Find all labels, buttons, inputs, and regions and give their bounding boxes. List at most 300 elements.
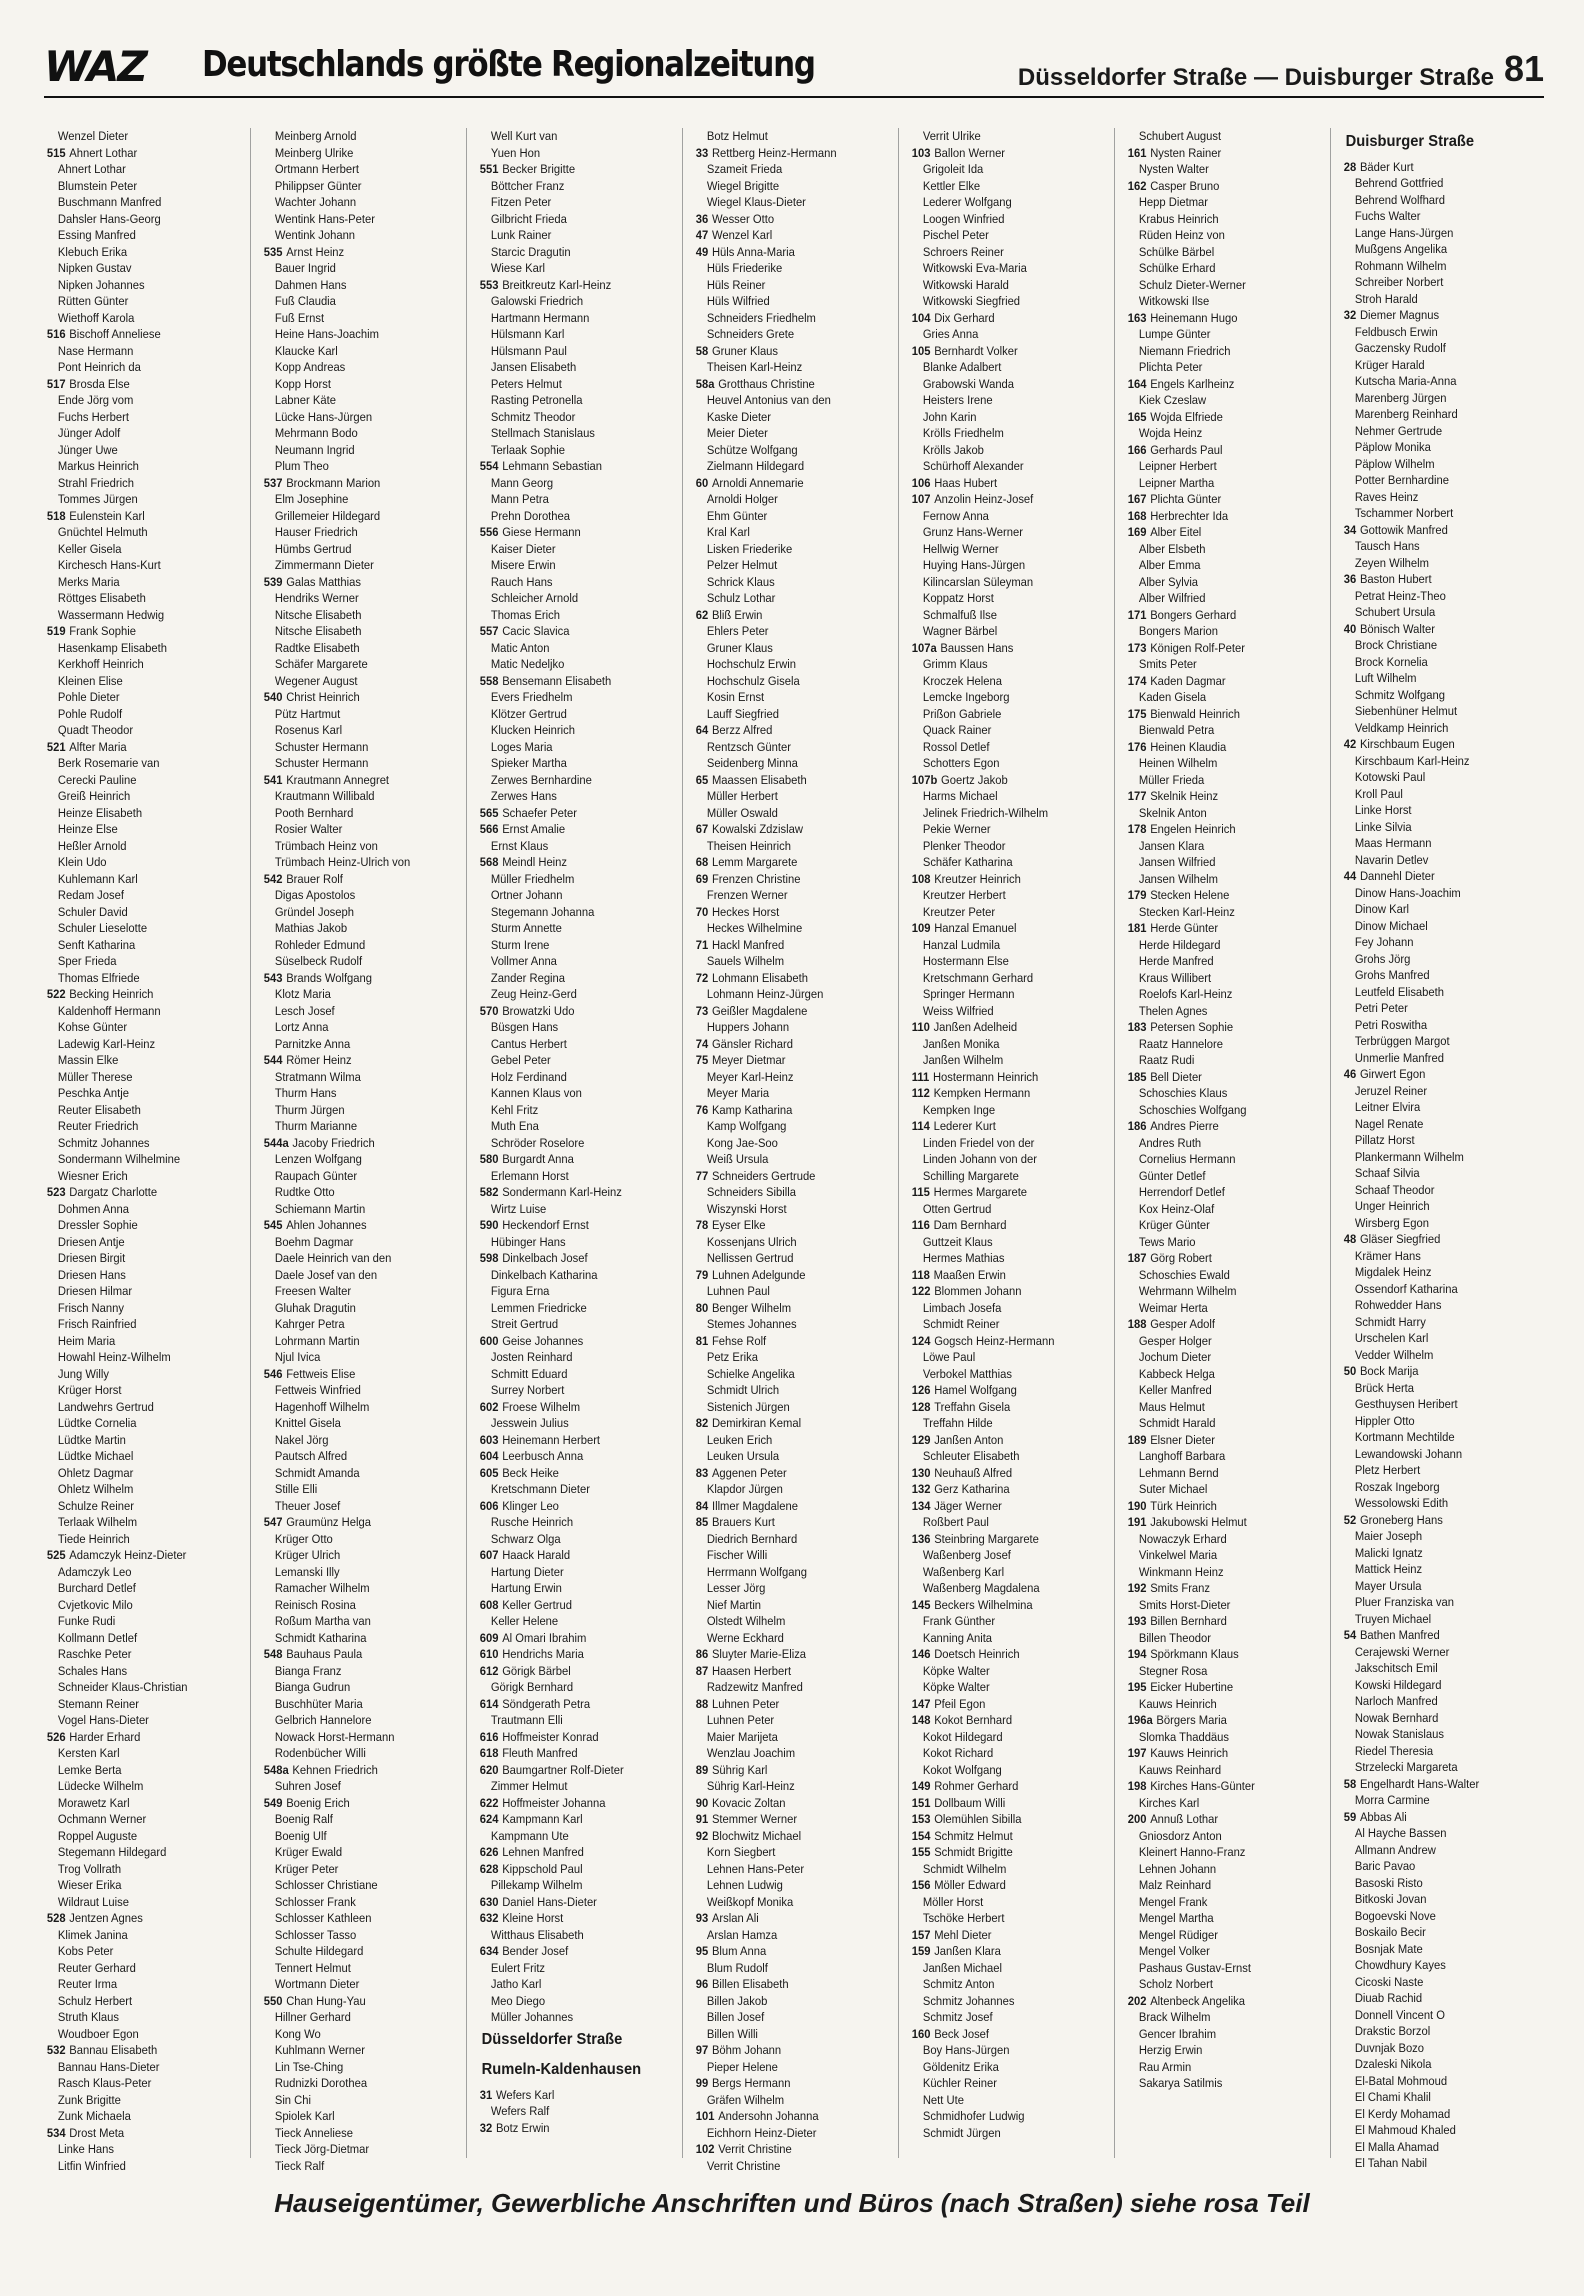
directory-entry <box>264 1861 449 1878</box>
resident-name: Kroll Paul <box>1354 786 1403 801</box>
directory-entry <box>47 2075 233 2092</box>
directory-entry <box>264 1927 449 1944</box>
directory-entry <box>1344 621 1529 638</box>
directory-entry <box>480 1349 665 1366</box>
resident-name: Nowak Bernhard <box>1354 1710 1439 1725</box>
directory-entry <box>1128 689 1313 706</box>
resident-name: Tennert Helmut <box>274 1960 351 1975</box>
resident-name: Schlosser Tasso <box>274 1927 357 1942</box>
directory-entry <box>696 1597 881 1614</box>
resident-name: Schürhoff Alexander <box>922 459 1024 473</box>
resident-name: Zerwes Bernhardine <box>490 772 592 787</box>
resident-name: Grillemeier Hildegard <box>274 508 381 523</box>
house-number: 179 <box>1127 888 1147 902</box>
resident-name: Kaden Dagmar <box>1150 673 1226 688</box>
directory-entry <box>912 1283 1097 1300</box>
directory-entry <box>480 541 665 558</box>
resident-name: Trog Vollrath <box>57 1861 122 1876</box>
directory-entry <box>264 1729 449 1746</box>
directory-entry <box>1128 1019 1313 1036</box>
house-number: 102 <box>695 2142 715 2156</box>
resident-name: Pooth Bernhard <box>274 805 354 820</box>
directory-entry <box>1344 670 1529 687</box>
resident-name: Buschmann Manfred <box>57 195 162 209</box>
resident-name: Schubert Ursula <box>1354 605 1436 619</box>
resident-name: Kortmann Mechtilde <box>1354 1430 1455 1444</box>
resident-name: Frank Sophie <box>69 624 136 638</box>
house-number: 128 <box>911 1399 931 1414</box>
resident-name: Nowack Horst-Hermann <box>274 1729 395 1744</box>
directory-entry <box>1128 2059 1313 2076</box>
directory-entry <box>1344 555 1529 572</box>
directory-entry <box>264 1679 449 1696</box>
resident-name: Schütze Wolfgang <box>706 442 798 457</box>
resident-name: Elsner Dieter <box>1150 1432 1216 1447</box>
directory-entry <box>912 1960 1097 1977</box>
directory-entry <box>480 293 665 310</box>
resident-name: Wesser Otto <box>711 211 775 226</box>
resident-name: Sührig Karl-Heinz <box>706 1779 795 1793</box>
directory-entry <box>264 1399 449 1416</box>
resident-name: Petrat Heinz-Theo <box>1354 588 1446 603</box>
resident-name: Nipken Johannes <box>57 277 145 292</box>
resident-name: Bannau Elisabeth <box>69 2043 158 2057</box>
resident-name: Rasting Petronella <box>490 393 583 407</box>
house-number: 523 <box>46 1185 66 1199</box>
directory-entry <box>1128 1795 1313 1812</box>
house-number: 196a <box>1127 1713 1153 1727</box>
resident-name: Böttcher Franz <box>490 178 565 193</box>
directory-entry <box>912 1580 1097 1597</box>
resident-name: Nief Martin <box>706 1597 762 1612</box>
resident-name: Kampmann Karl <box>502 1812 583 1826</box>
resident-name: Schielke Angelika <box>706 1366 795 1381</box>
directory-entry <box>696 1399 881 1416</box>
resident-name: Keller Gisela <box>57 541 122 556</box>
directory-entry <box>912 920 1097 937</box>
directory-entry <box>912 2026 1097 2043</box>
resident-name: Rosenus Karl <box>274 723 343 737</box>
resident-name: Daele Josef van den <box>274 1267 378 1282</box>
directory-entry <box>1344 1759 1529 1776</box>
directory-entry <box>1128 260 1313 277</box>
directory-entry <box>696 145 881 162</box>
directory-entry <box>1344 2007 1529 2024</box>
resident-name: Annuß Lothar <box>1150 1812 1219 1826</box>
directory-entry <box>264 1432 449 1449</box>
directory-entry <box>696 722 881 739</box>
resident-name: Morra Carmine <box>1354 1793 1430 1807</box>
resident-name: Bianga Franz <box>274 1663 342 1678</box>
directory-entry <box>1344 967 1529 984</box>
directory-entry <box>1344 538 1529 555</box>
resident-name: Bienwald Heinrich <box>1150 706 1240 721</box>
directory-entry <box>912 409 1097 426</box>
house-number: 107a <box>911 640 937 655</box>
resident-name: Kohse Günter <box>57 1020 128 1034</box>
directory-entry <box>1344 1512 1529 1529</box>
directory-entry <box>696 211 881 228</box>
directory-entry <box>1344 1396 1529 1413</box>
directory-entry <box>47 1646 233 1663</box>
resident-name: Kretschmann Gerhard <box>922 970 1034 985</box>
directory-entry <box>1128 623 1313 640</box>
directory-entry <box>696 1828 881 1845</box>
directory-entry <box>1344 885 1529 902</box>
directory-entry <box>47 326 233 343</box>
directory-entry <box>696 937 881 954</box>
directory-entry <box>1128 1151 1313 1168</box>
resident-name: Gesthuysen Heribert <box>1354 1397 1458 1411</box>
directory-entry <box>1344 951 1529 968</box>
directory-entry <box>912 1382 1097 1399</box>
house-number: 528 <box>46 1911 66 1925</box>
house-number: 166 <box>1127 442 1147 457</box>
resident-name: Süselbeck Rudolf <box>274 954 363 968</box>
directory-entry <box>1344 175 1529 192</box>
resident-name: Schuler Lieselotte <box>57 921 148 935</box>
directory-entry <box>264 1085 449 1102</box>
resident-name: Fettweis Winfried <box>274 1383 361 1397</box>
resident-name: Pohle Dieter <box>57 690 120 704</box>
directory-entry <box>1128 1877 1313 1894</box>
directory-entry <box>47 1894 233 1911</box>
resident-name: Wenzel Dieter <box>57 129 129 143</box>
directory-entry <box>47 442 233 459</box>
resident-name: Markus Heinrich <box>57 459 139 473</box>
directory-entry <box>696 2108 881 2125</box>
directory-entry <box>1344 1660 1529 1677</box>
house-number: 173 <box>1127 640 1147 655</box>
resident-name: Pischel Peter <box>922 228 989 242</box>
resident-name: Schmitt Eduard <box>490 1366 568 1381</box>
directory-entry <box>1128 1135 1313 1152</box>
resident-name: Kiek Czeslaw <box>1138 393 1207 407</box>
directory-entry <box>696 1564 881 1581</box>
resident-name: Lehnen Johann <box>1138 1861 1217 1876</box>
resident-name: Schneiders Sibilla <box>706 1185 796 1199</box>
resident-name: Meyer Karl-Heinz <box>706 1069 794 1084</box>
directory-entry <box>912 1844 1097 1861</box>
resident-name: Werne Eckhard <box>706 1630 784 1645</box>
directory-entry <box>1344 687 1529 704</box>
resident-name: Janßen Anton <box>934 1432 1004 1447</box>
directory-entry <box>696 2042 881 2059</box>
resident-name: Thurm Hans <box>274 1086 337 1100</box>
street-range-header: Düsseldorfer Straße — Duisburger Straße <box>1017 64 1494 91</box>
resident-name: Breitkreutz Karl-Heinz <box>502 277 612 292</box>
resident-name: Maier Joseph <box>1354 1529 1423 1543</box>
directory-entry <box>912 1877 1097 1894</box>
resident-name: Baussen Hans <box>940 640 1014 655</box>
resident-name: Schülke Erhard <box>1138 261 1216 275</box>
directory-entry <box>264 1712 449 1729</box>
resident-name: Waßenberg Karl <box>922 1564 1005 1579</box>
directory-entry <box>1128 1267 1313 1284</box>
resident-name: Roßum Martha van <box>274 1614 371 1628</box>
directory-entry <box>912 722 1097 739</box>
directory-entry <box>480 1531 665 1548</box>
directory-entry <box>480 1432 665 1449</box>
resident-name: Söndgerath Petra <box>502 1696 591 1711</box>
house-number: 73 <box>695 1003 709 1018</box>
resident-name: Krölls Friedhelm <box>922 426 1004 440</box>
directory-entry <box>912 2059 1097 2076</box>
directory-entry <box>47 755 233 772</box>
resident-name: Gogsch Heinz-Hermann <box>934 1333 1055 1348</box>
resident-name: Theuer Josef <box>274 1498 341 1513</box>
directory-entry <box>1128 277 1313 294</box>
directory-entry <box>264 2075 449 2092</box>
directory-entry <box>1344 1314 1529 1331</box>
resident-name: Theisen Karl-Heinz <box>706 360 803 374</box>
house-number: 556 <box>479 525 499 539</box>
resident-name: Kowalski Zdzislaw <box>711 822 803 836</box>
house-number: 83 <box>695 1465 709 1480</box>
directory-entry <box>912 1184 1097 1201</box>
directory-entry <box>480 1679 665 1696</box>
directory-entry <box>1344 736 1529 753</box>
directory-entry <box>912 2125 1097 2142</box>
directory-entry <box>1128 1927 1313 1944</box>
resident-name: Spiolek Karl <box>274 2109 335 2123</box>
house-number: 42 <box>1343 737 1357 751</box>
resident-name: Schäfer Margarete <box>274 657 368 671</box>
resident-name: Hauser Friedrich <box>274 525 358 539</box>
resident-name: Migdalek Heinz <box>1354 1265 1432 1279</box>
directory-entry <box>480 1976 665 1993</box>
resident-name: Quadt Theodor <box>57 723 134 737</box>
resident-name: Lehnen Manfred <box>502 1845 584 1859</box>
resident-name: Schuster Hermann <box>274 756 369 770</box>
house-number: 129 <box>911 1432 931 1447</box>
directory-entry <box>1344 1809 1529 1826</box>
resident-name: Witkowski Siegfried <box>922 294 1021 308</box>
resident-name: Brosda Else <box>69 376 130 391</box>
resident-name: Burgardt Anna <box>502 1152 574 1166</box>
resident-name: Leerbusch Anna <box>502 1449 584 1463</box>
directory-entry <box>480 656 665 673</box>
resident-name: Weimar Herta <box>1138 1300 1208 1315</box>
directory-entry <box>47 376 233 393</box>
resident-name: Petz Erika <box>706 1350 758 1364</box>
resident-name: Lüdtke Martin <box>57 1432 126 1447</box>
directory-entry <box>480 1943 665 1960</box>
resident-name: Linke Horst <box>1354 803 1412 817</box>
resident-name: Stille Elli <box>274 1482 318 1496</box>
directory-entry <box>480 1316 665 1333</box>
directory-entry <box>47 673 233 690</box>
directory-entry <box>1128 1036 1313 1053</box>
resident-name: Hartung Erwin <box>490 1581 562 1595</box>
directory-entry <box>47 1630 233 1647</box>
resident-name: Nase Hermann <box>57 343 134 358</box>
directory-entry <box>912 755 1097 772</box>
resident-name: Engelen Heinrich <box>1150 822 1236 836</box>
resident-name: Lemke Berta <box>57 1762 122 1777</box>
directory-entry <box>1128 376 1313 393</box>
resident-name: Narloch Manfred <box>1354 1694 1438 1708</box>
house-number: 620 <box>479 1762 499 1777</box>
directory-entry <box>480 1960 665 1977</box>
resident-name: Jansen Klara <box>1138 838 1205 853</box>
house-number: 76 <box>695 1102 709 1117</box>
directory-entry <box>696 1894 881 1911</box>
resident-name: Billen Josef <box>706 2010 765 2024</box>
directory-entry <box>1128 2009 1313 2026</box>
directory-entry <box>264 508 449 525</box>
house-number: 192 <box>1127 1581 1147 1595</box>
directory-entry <box>1128 887 1313 904</box>
resident-name: Schotters Egon <box>922 756 1000 770</box>
directory-entry <box>480 310 665 327</box>
house-number: 628 <box>479 1861 499 1876</box>
directory-entry <box>480 1580 665 1597</box>
directory-entry <box>47 1729 233 1746</box>
resident-name: Stegner Rosa <box>1138 1663 1208 1678</box>
directory-entry <box>912 1762 1097 1779</box>
directory-entry <box>264 1283 449 1300</box>
directory-entry <box>696 2059 881 2076</box>
resident-name: Pont Heinrich da <box>57 360 141 374</box>
resident-name: Haasen Herbert <box>711 1663 792 1678</box>
resident-name: Schulte Hildegard <box>274 1944 364 1958</box>
directory-entry <box>696 1003 881 1020</box>
directory-entry <box>480 194 665 211</box>
resident-name: Quack Rainer <box>922 723 992 737</box>
directory-entry <box>696 739 881 756</box>
resident-name: Bliß Erwin <box>711 607 763 622</box>
directory-entry <box>912 491 1097 508</box>
directory-entry <box>912 359 1097 376</box>
house-number: 60 <box>695 475 709 490</box>
resident-name: Pashaus Gustav-Ernst <box>1138 1960 1252 1975</box>
resident-name: Aggenen Peter <box>711 1465 787 1480</box>
resident-name: Verrit Christine <box>706 2158 781 2173</box>
resident-name: Rohwedder Hans <box>1354 1298 1442 1312</box>
directory-entry <box>1128 854 1313 871</box>
resident-name: Schmidt Wilhelm <box>922 1861 1007 1876</box>
directory-entry <box>696 1333 881 1350</box>
directory-entry <box>1344 604 1529 621</box>
directory-entry <box>264 392 449 409</box>
directory-entry <box>1128 920 1313 937</box>
resident-name: Graumünz Helga <box>286 1515 371 1529</box>
directory-entry <box>480 904 665 921</box>
resident-name: Schmitz Johannes <box>922 1993 1015 2008</box>
directory-entry <box>696 326 881 343</box>
resident-name: Prehn Dorothea <box>490 508 571 523</box>
directory-entry <box>1128 442 1313 459</box>
resident-name: Krautmann Annegret <box>286 772 390 787</box>
directory-entry <box>1344 2155 1529 2172</box>
resident-name: Sturm Annette <box>490 921 562 935</box>
directory-entry <box>912 425 1097 442</box>
directory-entry <box>264 920 449 937</box>
house-number: 155 <box>911 1845 931 1859</box>
resident-name: Jeruzel Reiner <box>1354 1083 1428 1098</box>
resident-name: Heinze Elisabeth <box>57 805 143 820</box>
resident-name: Hostermann Else <box>922 954 1009 968</box>
resident-name: Stemann Reiner <box>57 1696 139 1711</box>
resident-name: Strahl Friedrich <box>57 475 134 490</box>
directory-entry <box>696 1514 881 1531</box>
directory-entry <box>47 1679 233 1696</box>
resident-name: Seidenberg Minna <box>706 756 798 770</box>
directory-entry <box>696 1762 881 1779</box>
resident-name: Schlosser Kathleen <box>274 1911 372 1925</box>
resident-name: Klinger Leo <box>502 1498 559 1513</box>
resident-name: Wagner Bärbel <box>922 624 998 638</box>
directory-entry <box>912 1811 1097 1828</box>
house-number: 122 <box>911 1284 931 1298</box>
house-number: 193 <box>1127 1614 1147 1628</box>
directory-entry <box>1344 934 1529 951</box>
resident-name: Hasenkamp Elisabeth <box>57 640 167 655</box>
resident-name: Sin Chi <box>274 2092 311 2107</box>
resident-name: Doetsch Heinrich <box>934 1647 1020 1661</box>
directory-entry <box>47 887 233 904</box>
resident-name: Rudnizki Dorothea <box>274 2076 368 2090</box>
directory-entry <box>264 1547 449 1564</box>
resident-name: Schoschies Klaus <box>1138 1086 1228 1100</box>
resident-name: Wefers Ralf <box>490 2104 550 2118</box>
house-number: 553 <box>479 277 499 292</box>
house-number: 68 <box>695 855 709 869</box>
directory-entry <box>264 458 449 475</box>
resident-name: Kannen Klaus von <box>490 1086 582 1100</box>
directory-entry <box>264 1514 449 1531</box>
resident-name: Wildraut Luise <box>57 1894 129 1909</box>
directory-entry <box>47 623 233 640</box>
directory-entry <box>480 838 665 855</box>
directory-entry <box>912 1646 1097 1663</box>
resident-name: Smits Franz <box>1150 1581 1211 1595</box>
house-number: 147 <box>911 1696 931 1711</box>
directory-entry <box>480 475 665 492</box>
resident-name: Hendrichs Maria <box>502 1647 584 1661</box>
resident-name: Kokot Wolfgang <box>922 1762 1002 1777</box>
resident-name: Rentzsch Günter <box>706 739 791 754</box>
resident-name: Krabus Heinrich <box>1138 211 1219 226</box>
directory-entry <box>47 1316 233 1333</box>
house-number: 116 <box>911 1218 930 1232</box>
directory-entry <box>47 1564 233 1581</box>
house-number: 190 <box>1127 1498 1147 1513</box>
directory-entry <box>1128 986 1313 1003</box>
directory-entry <box>912 970 1097 987</box>
directory-entry <box>1128 557 1313 574</box>
resident-name: Lisken Friederike <box>706 541 793 556</box>
directory-entry <box>1128 458 1313 475</box>
directory-entry <box>1128 739 1313 756</box>
resident-name: Loogen Winfried <box>922 211 1005 226</box>
directory-entry <box>1344 2122 1529 2139</box>
house-number: 111 <box>911 1069 930 1084</box>
resident-name: Behrend Gottfried <box>1354 176 1444 190</box>
directory-entry <box>1128 706 1313 723</box>
directory-entry <box>47 1003 233 1020</box>
resident-name: Schaaf Theodor <box>1354 1182 1435 1197</box>
directory-entry <box>264 838 449 855</box>
resident-name: Pluer Franziska van <box>1354 1595 1454 1609</box>
directory-entry <box>1344 1017 1529 1034</box>
directory-entry <box>480 1894 665 1911</box>
resident-name: Schaaf Silvia <box>1354 1166 1420 1180</box>
resident-name: Terlaak Wilhelm <box>57 1515 138 1529</box>
resident-name: Möller Edward <box>934 1878 1006 1892</box>
resident-name: Hendriks Werner <box>274 591 359 605</box>
